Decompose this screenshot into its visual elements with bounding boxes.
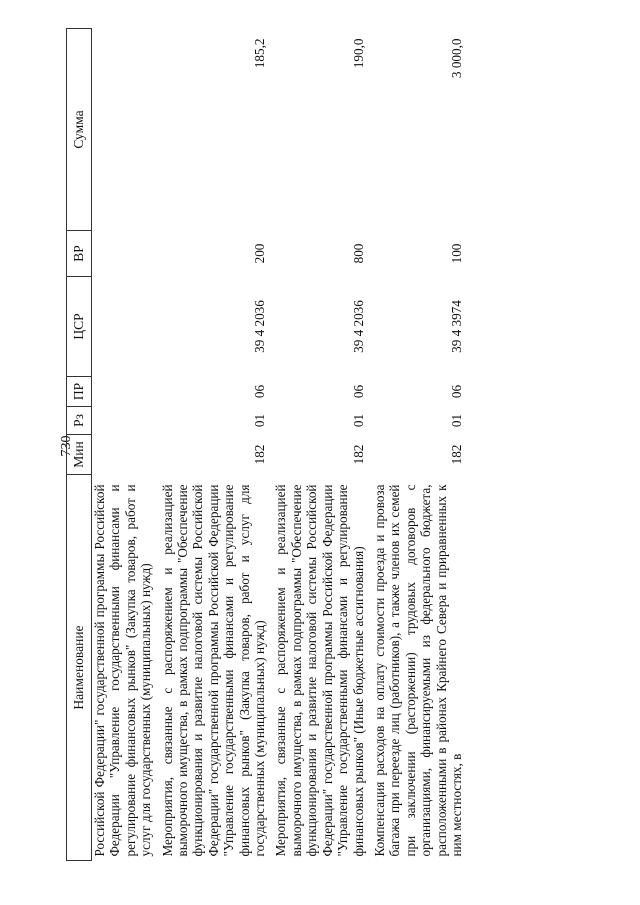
header-name: Наименование	[67, 475, 92, 861]
row-pr	[92, 377, 154, 407]
row-sum: 190,0	[350, 38, 366, 69]
row-vr: 200	[252, 243, 268, 264]
row-vr	[92, 231, 154, 277]
row-rz	[92, 407, 154, 435]
row-name: Мероприятия, связанные с распоряжением и реализацией выморочного имущества, в рамках подпрограммы "Обеспечение функционирования и развитие налоговой системы Российской Федерации" государственной программы Российской Федерации "Управление государственными финансами и регулирование финансовых рынков" (Иные бюджетные ассигнования)	[273, 484, 366, 857]
row-sum: 3 000,0	[448, 38, 464, 79]
table-row	[92, 29, 154, 861]
table-row	[366, 29, 464, 861]
row-rz: 01	[448, 413, 464, 428]
page-number: 730	[59, 435, 74, 457]
row-vr: 100	[448, 243, 464, 264]
row-rz: 01	[252, 413, 268, 428]
header-rz: Рз	[67, 407, 92, 435]
row-csr: 39 4 3974	[448, 300, 464, 353]
header-csr: ЦСР	[67, 277, 92, 377]
row-sum: 185,2	[252, 38, 268, 69]
row-vr: 800	[350, 243, 366, 264]
row-min: 182	[350, 444, 366, 465]
row-min	[92, 435, 154, 475]
budget-table	[66, 28, 464, 861]
row-csr	[92, 277, 154, 377]
row-name: Компенсация расходов на оплату стоимости проезда и провоза багажа при переезде лиц (работников), а также членов их семей при заключении (расторжении) трудовых договоров с организациями, финансируемыми из федерального бюджета, расположенными в районах Крайнего Севера и приравненных к ним местностях, в	[371, 484, 464, 857]
table-header-row	[67, 29, 92, 861]
row-name: Мероприятия, связанные с распоряжением и реализацией выморочного имущества, в рамках подпрограммы "Обеспечение функционирования и развитие налоговой системы Российской Федерации" государственной программы Российской Федерации "Управление государственными финансами и регулирование финансовых рынков" (Закупка товаров, работ и услуг для государственных (муниципальных) нужд)	[159, 484, 268, 857]
header-min: Мин	[67, 435, 92, 475]
header-vr: ВР	[67, 231, 92, 277]
row-pr: 06	[350, 384, 366, 399]
table-row	[267, 29, 365, 861]
row-pr: 06	[448, 384, 464, 399]
table-row	[154, 29, 268, 861]
row-pr: 06	[252, 384, 268, 399]
row-min: 182	[448, 444, 464, 465]
row-sum	[92, 29, 154, 231]
row-min: 182	[252, 444, 268, 465]
row-name: Российской Федерации" государственной программы Российской Федерации "Управление государственными финансами и регулирование финансовых рынков" (Закупка товаров, работ и услуг для государственных (муниципальных) нужд)	[92, 484, 154, 857]
header-pr: ПР	[67, 377, 92, 407]
header-sum: Сумма	[67, 29, 92, 231]
row-rz: 01	[350, 413, 366, 428]
row-csr: 39 4 2036	[350, 300, 366, 353]
row-csr: 39 4 2036	[252, 300, 268, 353]
